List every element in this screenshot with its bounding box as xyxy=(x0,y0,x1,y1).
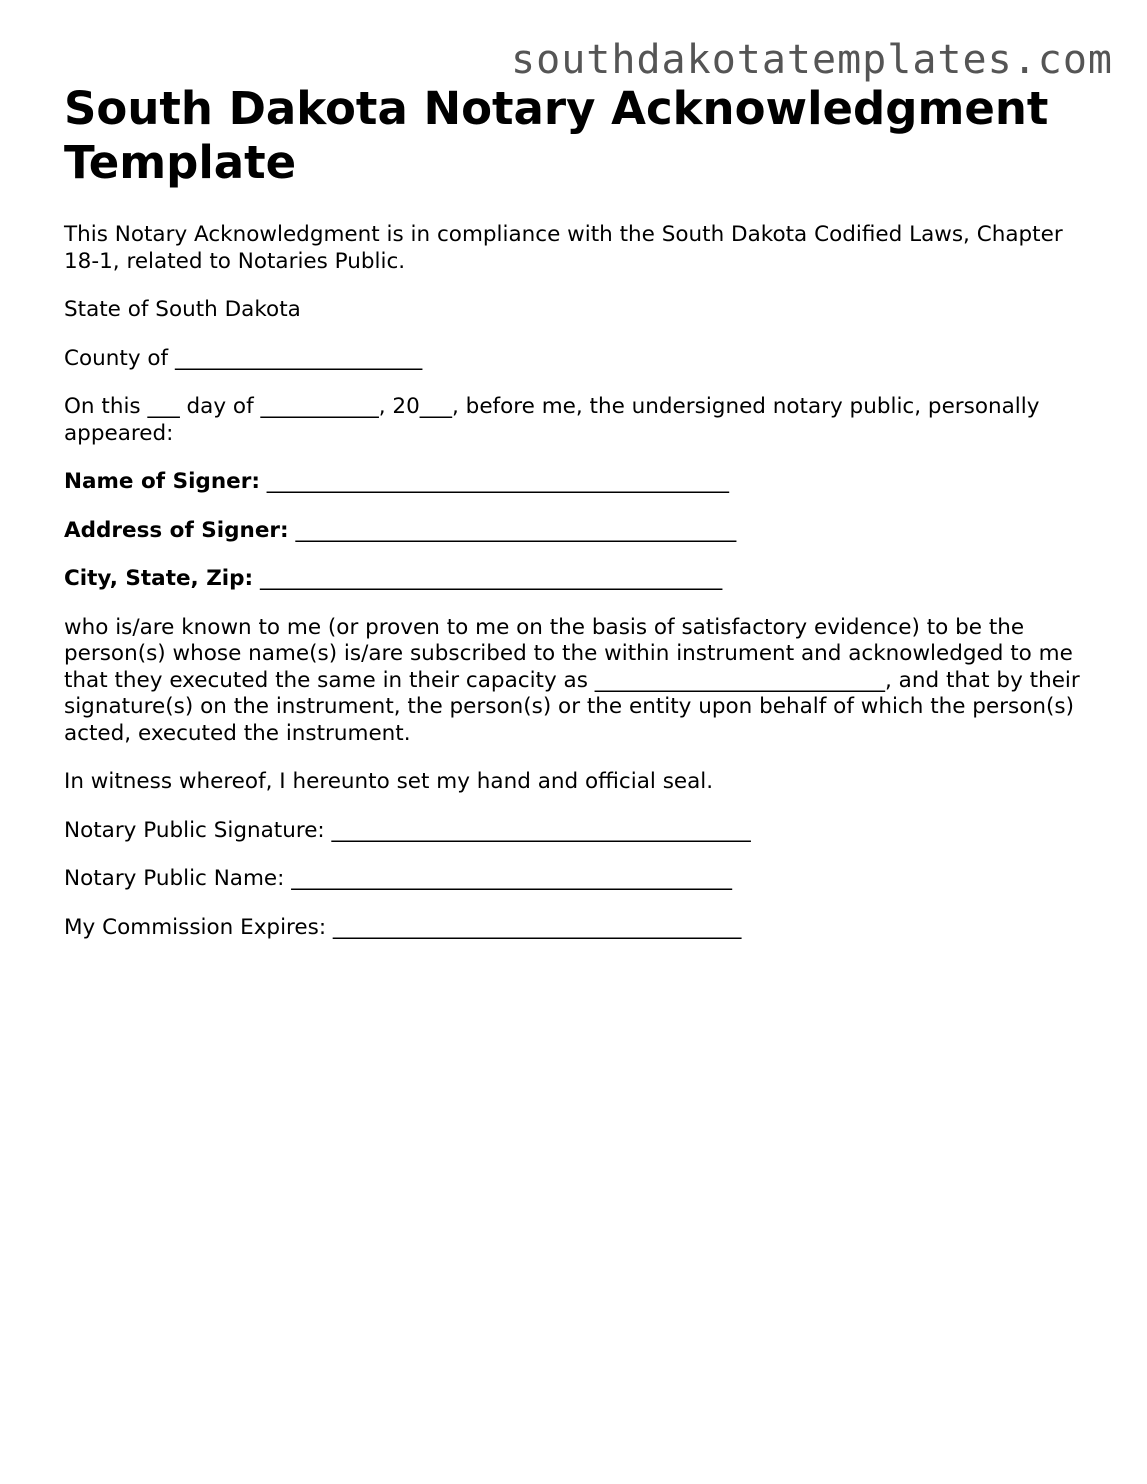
signer-city-blank: ___________________________________________ xyxy=(260,566,723,591)
watermark: southdakotatemplates.com xyxy=(511,37,1113,83)
county-line: County of _______________________ xyxy=(64,345,423,371)
commission-expires-line: My Commission Expires: ______________________________________ xyxy=(64,914,742,940)
witness-line: In witness whereof, I hereunto set my hand and official seal. xyxy=(64,769,714,794)
signer-address-label: Address of Signer: xyxy=(64,517,289,543)
document-body xyxy=(64,82,1094,941)
signer-address-blank: _________________________________________ xyxy=(295,517,737,543)
date-line: On this ___ day of ___________, 20___, before me, the undersigned notary public, personally appeared: xyxy=(64,394,1040,446)
acknowledgment-paragraph: who is/are known to me (or proven to me on the basis of satisfactory evidence) to be the person(s) whose name(s) is/are subscribed to the within instrument and acknowledged to me that they executed the same in their capacity as ___________________________, and that by their signature(s) on the instrument, the person(s) or the entity upon behalf of which the person(s) acted, executed the instrument. xyxy=(64,614,1080,746)
signer-city-line xyxy=(64,566,1094,593)
signer-name-line xyxy=(64,469,1094,496)
signer-city-label: City, State, Zip: xyxy=(64,566,254,591)
signer-name-blank: ___________________________________________ xyxy=(266,469,730,494)
state-line: State of South Dakota xyxy=(64,297,301,322)
notary-signature-line: Notary Public Signature: _______________________________________ xyxy=(64,817,751,843)
notary-name-line: Notary Public Name: _________________________________________ xyxy=(64,866,732,891)
intro-paragraph: This Notary Acknowledgment is in compliance with the South Dakota Codified Laws, Chapter 18-1, related to Notaries Public. xyxy=(64,222,1063,274)
signer-address-line xyxy=(64,518,1094,545)
page-title: South Dakota Notary Acknowledgment Template xyxy=(64,82,1049,189)
signer-name-label: Name of Signer: xyxy=(64,469,260,494)
